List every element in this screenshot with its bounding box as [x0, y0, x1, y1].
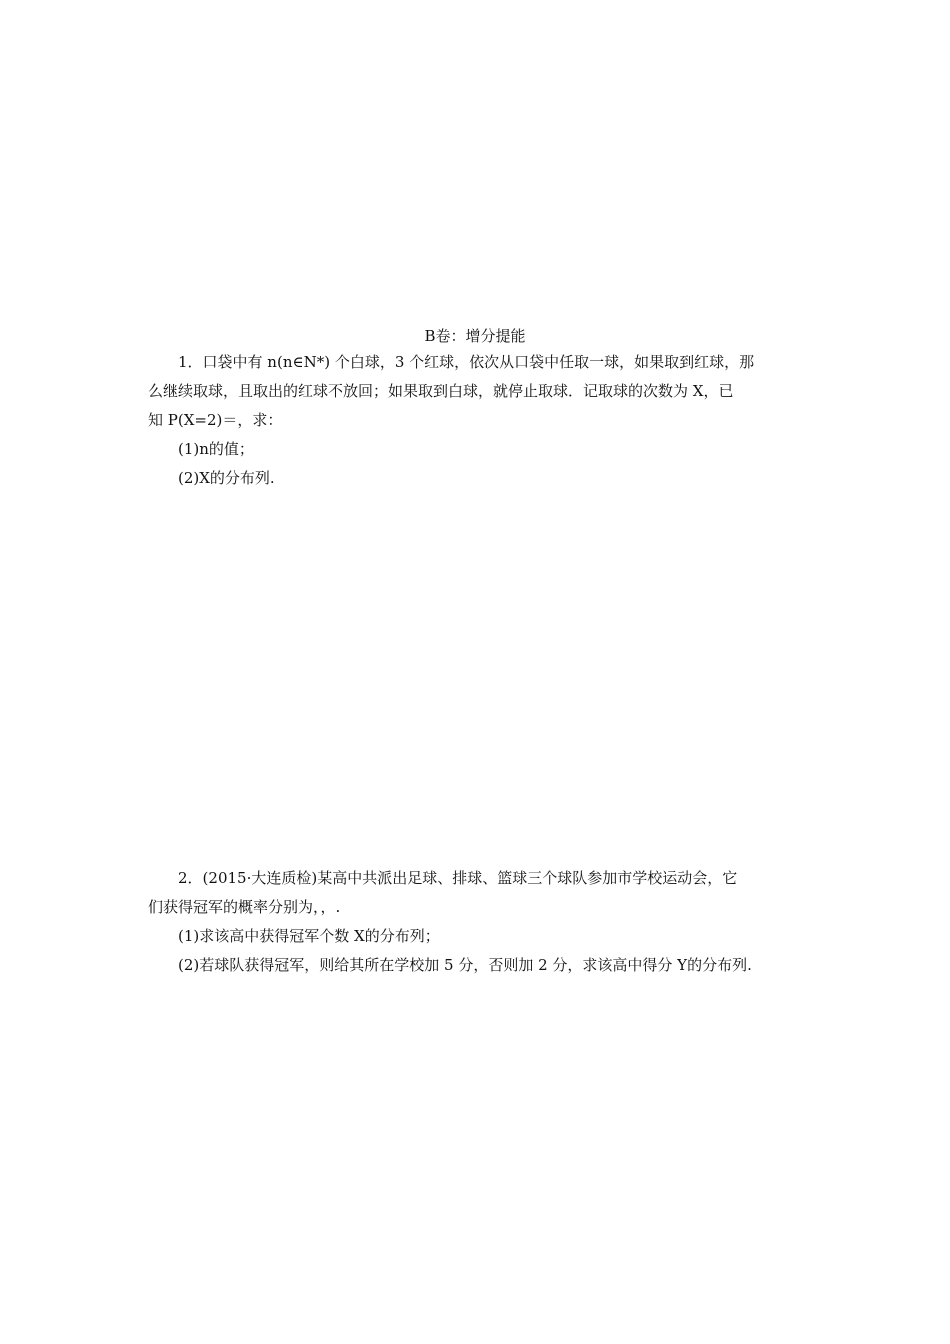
- question-1-line-3: 知 P(X=2)＝，求：: [148, 411, 283, 429]
- question-2-line-1: 2．(2015·大连质检)某高中共派出足球、排球、篮球三个球队参加市学校运动会，它: [178, 869, 738, 887]
- question-2-part-2: (2)若球队获得冠军，则给其所在学校加 5 分，否则加 2 分，求该高中得分 Y的分布列.: [178, 956, 752, 974]
- question-2: [148, 864, 808, 980]
- question-1-part-1: (1)n的值；: [178, 440, 254, 458]
- question-1-line-1: 1．口袋中有 n(n∈N*) 个白球，3 个红球，依次从口袋中任取一球，如果取到红球，那: [178, 353, 755, 371]
- question-1-part-2: (2)X的分布列.: [178, 469, 275, 487]
- question-1: [148, 348, 808, 493]
- question-1-line-2: 么继续取球，且取出的红球不放回；如果取到白球，就停止取球．记取球的次数为 X，已: [148, 382, 734, 400]
- question-2-part-1: (1)求该高中获得冠军个数 X的分布列；: [178, 927, 440, 945]
- question-2-line-2: 们获得冠军的概率分别为，，.: [148, 898, 341, 916]
- section-title: B卷：增分提能: [424, 327, 526, 345]
